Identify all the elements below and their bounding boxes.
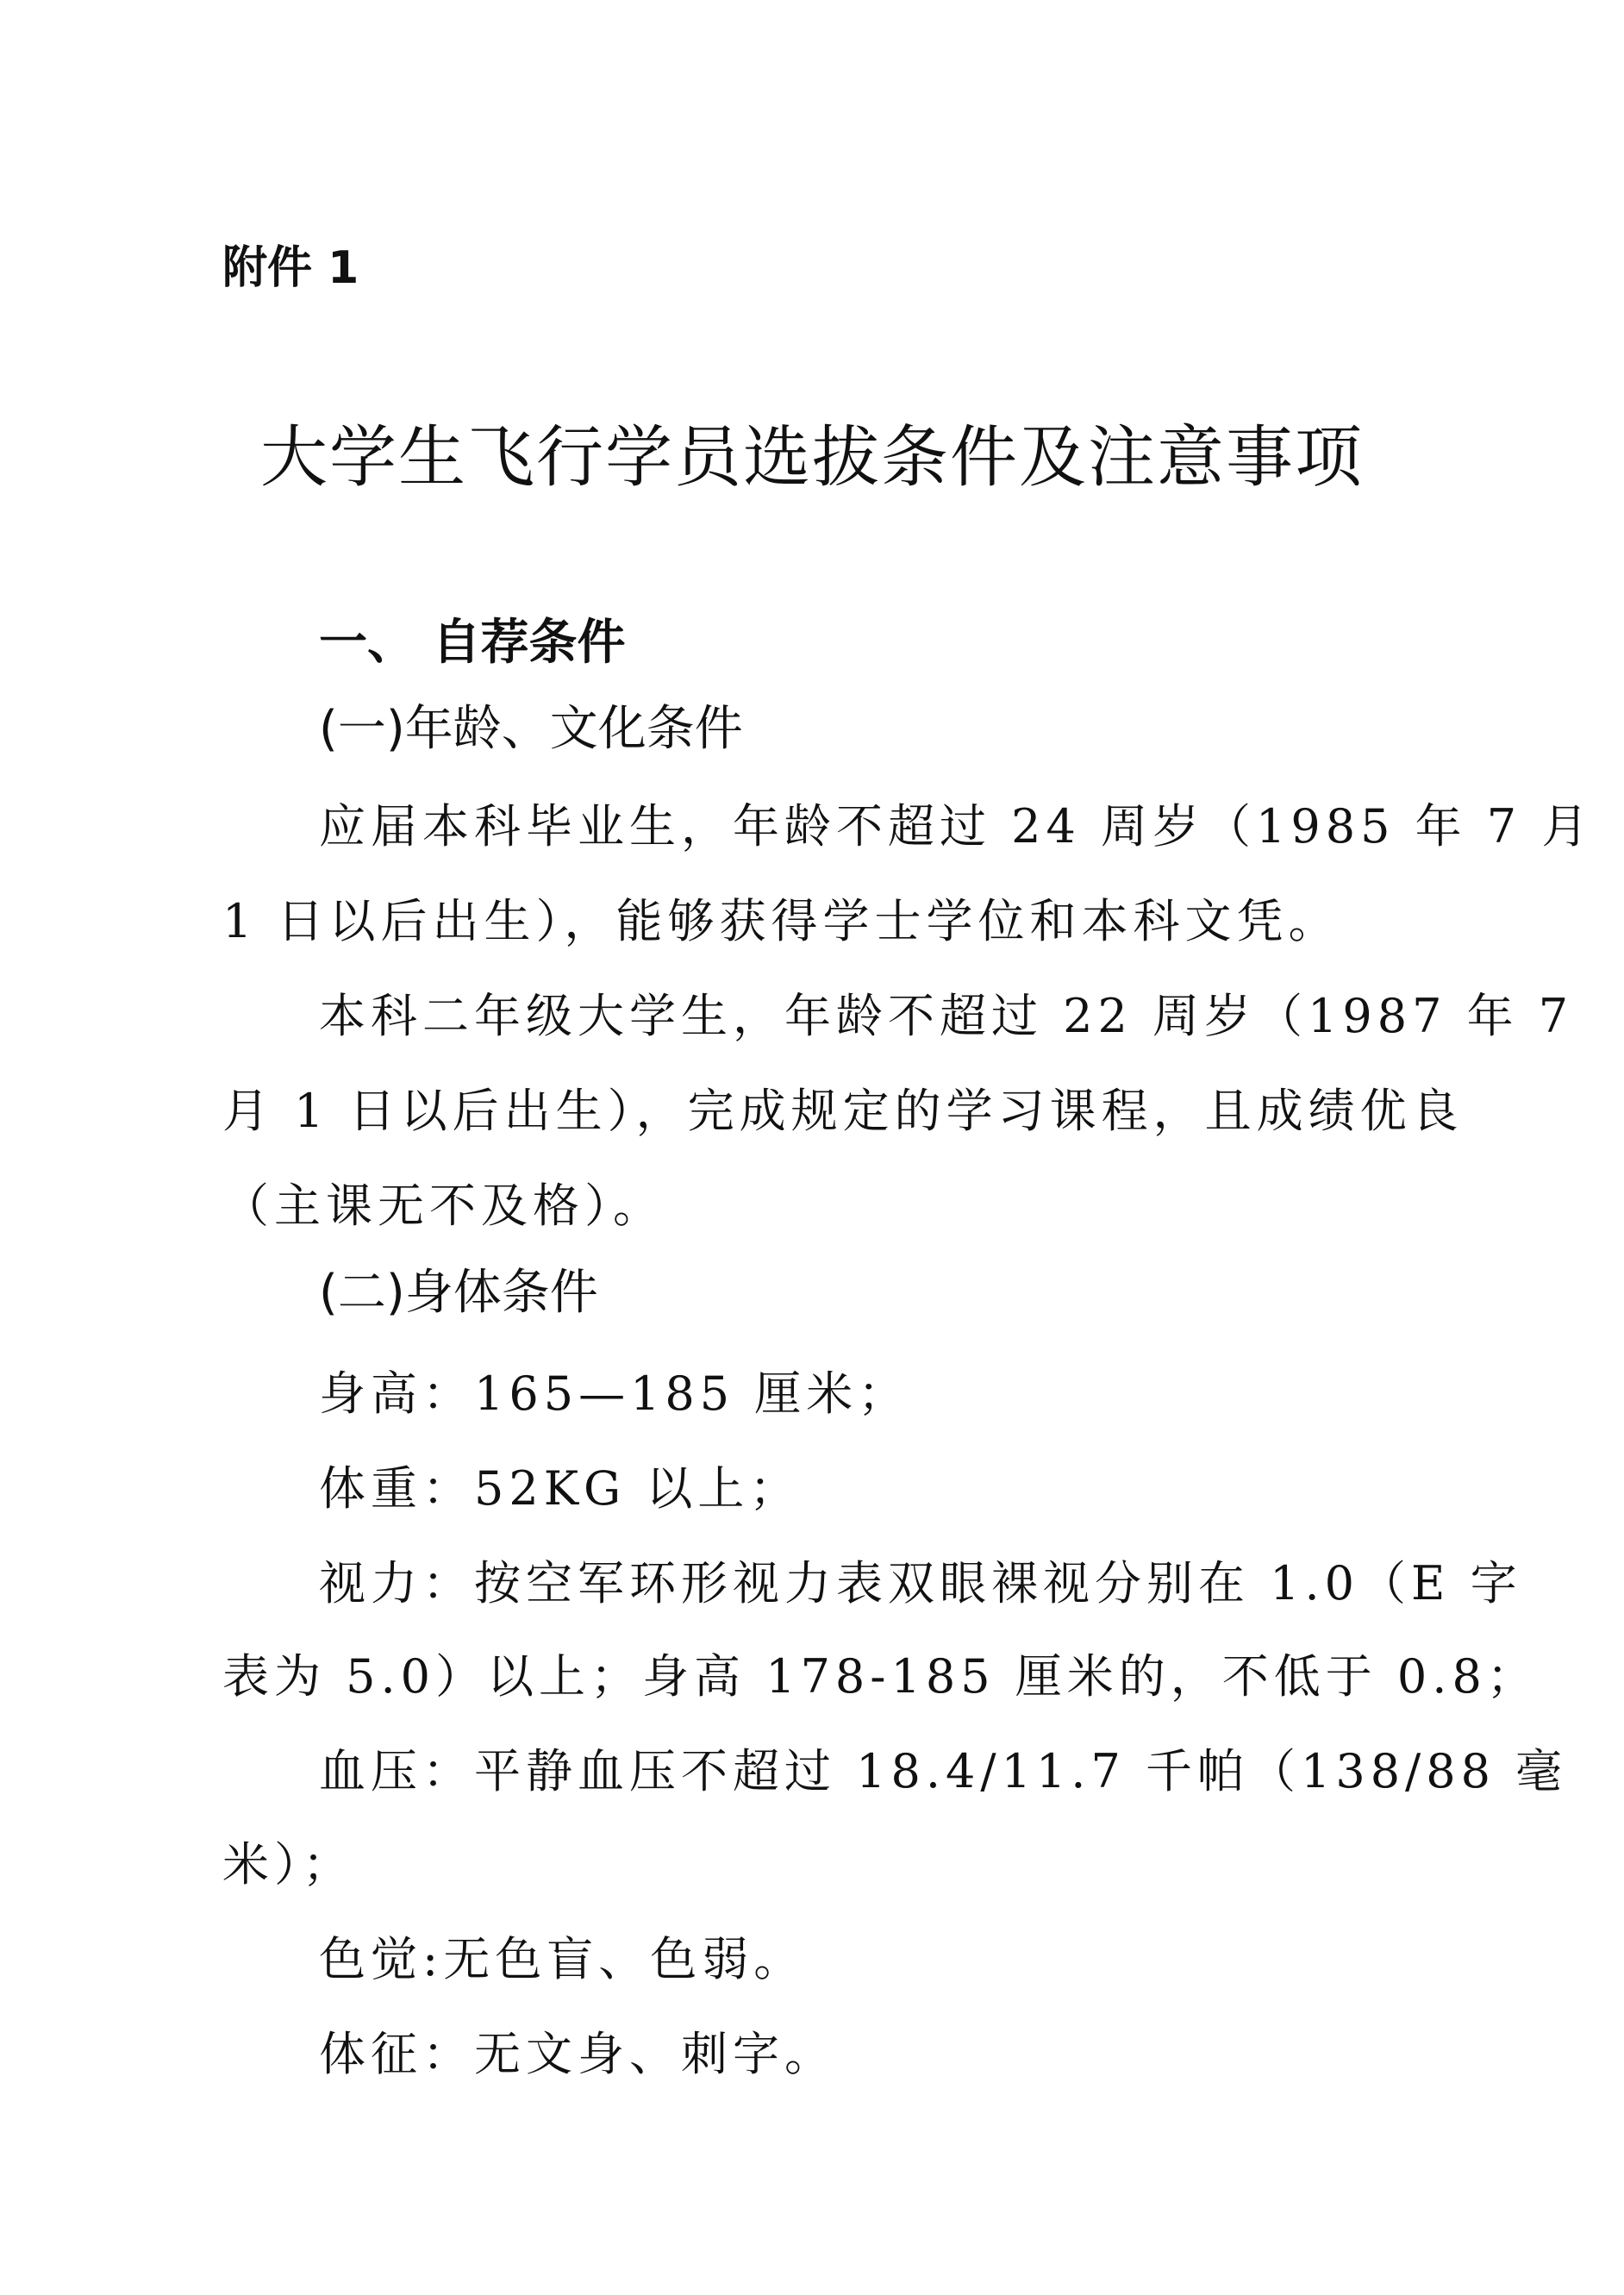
paragraph-sophomores-line-2: 月 1 日以后出生），完成规定的学习课程，且成绩优良 (222, 1084, 1464, 1138)
vision-requirement-line-2: 表为 5.0）以上；身高 178-185 厘米的，不低于 0.8； (222, 1649, 1539, 1704)
section-heading-self-recommend: 一、 自荐条件 (319, 615, 626, 671)
subsection-heading-physical: (二)身体条件 (319, 1265, 598, 1321)
blood-pressure-line-1: 血压：平静血压不超过 18.4/11.7 千帕（138/88 毫 (319, 1744, 1568, 1798)
document-title: 大学生飞行学员选拔条件及注意事项 (259, 419, 1364, 497)
weight-requirement: 体重：52KG 以上； (319, 1461, 802, 1516)
body-marks-requirement: 体征：无文身、刺字。 (319, 2027, 836, 2081)
paragraph-graduates-line-2: 1 日以后出生），能够获得学士学位和本科文凭。 (222, 894, 1340, 948)
paragraph-sophomores-line-1: 本科二年级大学生，年龄不超过 22 周岁（1987 年 7 (319, 989, 1574, 1043)
blood-pressure-line-2: 米）； (222, 1837, 354, 1892)
subsection-heading-age-education: (一)年龄、文化条件 (319, 701, 743, 757)
attachment-label: 附件 1 (222, 242, 359, 294)
height-requirement: 身高：165—185 厘米； (319, 1366, 910, 1421)
paragraph-graduates-line-1: 应届本科毕业生，年龄不超过 24 周岁（1985 年 7 月 (319, 799, 1594, 854)
paragraph-sophomores-line-3: （主课无不及格）。 (222, 1179, 665, 1233)
color-vision-requirement: 色觉:无色盲、色弱。 (319, 1932, 806, 1986)
vision-requirement-line-1: 视力：按空军环形视力表双眼裸视分别在 1.0（E 字 (319, 1556, 1522, 1610)
